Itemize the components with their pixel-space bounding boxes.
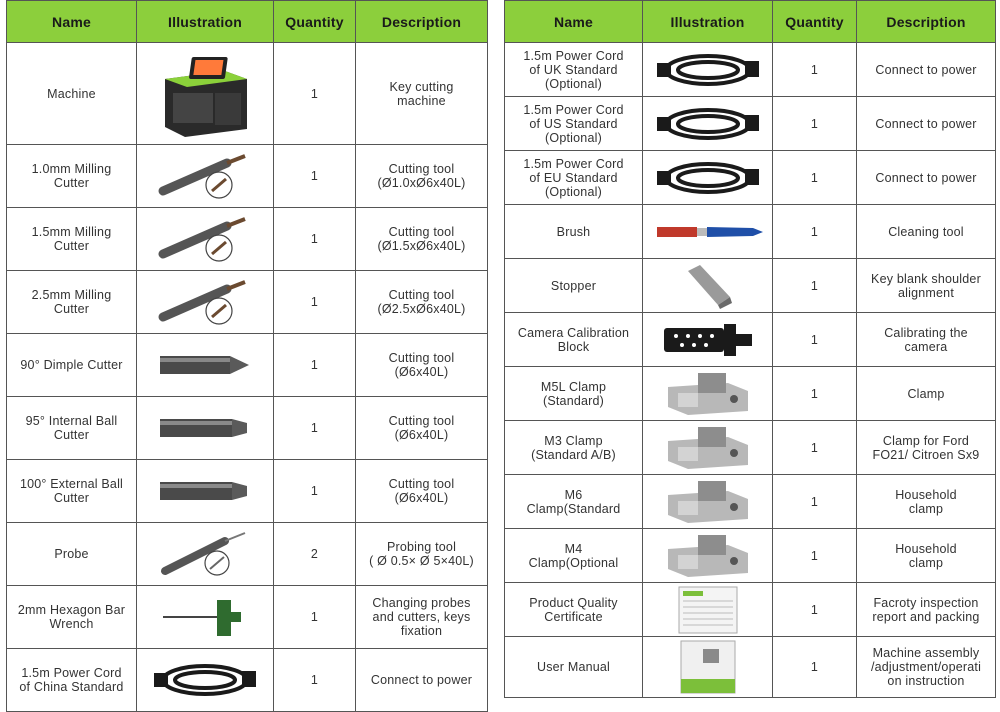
item-description: Clamp for Ford FO21/ Citroen Sx9 xyxy=(857,421,996,475)
item-name: M5L Clamp (Standard) xyxy=(505,367,643,421)
item-quantity: 1 xyxy=(773,421,857,475)
item-name: Stopper xyxy=(505,259,643,313)
item-description: Cutting tool (Ø1.5xØ6x40L) xyxy=(356,208,488,271)
item-name: User Manual xyxy=(505,637,643,698)
item-description: Calibrating the camera xyxy=(857,313,996,367)
clamp-icon xyxy=(647,479,768,525)
header-row xyxy=(7,1,488,43)
item-illustration xyxy=(137,397,274,460)
item-description: Probing tool ( Ø 0.5× Ø 5×40L) xyxy=(356,523,488,586)
manual-icon xyxy=(647,637,768,697)
table-row xyxy=(505,205,996,259)
item-illustration xyxy=(137,271,274,334)
item-name: 95° Internal Ball Cutter xyxy=(7,397,137,460)
item-quantity: 2 xyxy=(274,523,356,586)
item-illustration xyxy=(643,97,773,151)
milling-cutter-icon xyxy=(141,277,269,327)
power-cord-icon xyxy=(647,99,768,149)
item-illustration xyxy=(137,586,274,649)
power-cord-icon xyxy=(647,153,768,203)
item-quantity: 1 xyxy=(773,43,857,97)
item-name: 1.5m Power Cord of EU Standard (Optional) xyxy=(505,151,643,205)
certificate-icon xyxy=(647,585,768,635)
hex-wrench-icon xyxy=(141,592,269,642)
table-row xyxy=(7,397,488,460)
item-illustration xyxy=(643,583,773,637)
item-name: Product Quality Certificate xyxy=(505,583,643,637)
table-row xyxy=(505,151,996,205)
item-quantity: 1 xyxy=(274,271,356,334)
item-description: Cutting tool (Ø6x40L) xyxy=(356,460,488,523)
item-quantity: 1 xyxy=(773,259,857,313)
col-header-description: Description xyxy=(857,1,996,43)
item-quantity: 1 xyxy=(773,97,857,151)
item-description: Connect to power xyxy=(857,97,996,151)
item-name: 100° External Ball Cutter xyxy=(7,460,137,523)
item-name: 1.5m Power Cord of UK Standard (Optional) xyxy=(505,43,643,97)
item-illustration xyxy=(643,259,773,313)
item-quantity: 1 xyxy=(274,649,356,712)
col-header-illustration: Illustration xyxy=(643,1,773,43)
table-row xyxy=(7,271,488,334)
item-name: Probe xyxy=(7,523,137,586)
table-row xyxy=(7,649,488,712)
probe-icon xyxy=(141,529,269,579)
power-cord-icon xyxy=(141,655,269,705)
item-description: Cutting tool (Ø6x40L) xyxy=(356,397,488,460)
item-quantity: 1 xyxy=(773,313,857,367)
item-name: 90° Dimple Cutter xyxy=(7,334,137,397)
item-quantity: 1 xyxy=(773,583,857,637)
item-quantity: 1 xyxy=(274,208,356,271)
item-quantity: 1 xyxy=(274,334,356,397)
item-description: Clamp xyxy=(857,367,996,421)
item-description: Connect to power xyxy=(857,43,996,97)
item-quantity: 1 xyxy=(773,529,857,583)
table-row xyxy=(7,460,488,523)
item-description: Machine assembly /adjustment/operati on instruction xyxy=(857,637,996,698)
table-row xyxy=(505,637,996,698)
table-row xyxy=(7,586,488,649)
item-quantity: 1 xyxy=(773,637,857,698)
item-illustration xyxy=(643,367,773,421)
item-illustration xyxy=(137,334,274,397)
clamp-icon xyxy=(647,425,768,471)
item-name: M4 Clamp(Optional xyxy=(505,529,643,583)
left-packing-table xyxy=(6,0,488,712)
col-header-illustration: Illustration xyxy=(137,1,274,43)
item-description: Household clamp xyxy=(857,529,996,583)
item-description: Key cutting machine xyxy=(356,43,488,145)
table-row xyxy=(505,529,996,583)
item-name: 1.0mm Milling Cutter xyxy=(7,145,137,208)
item-description: Cutting tool (Ø1.0xØ6x40L) xyxy=(356,145,488,208)
item-illustration xyxy=(643,529,773,583)
table-row xyxy=(7,43,488,145)
item-name: Brush xyxy=(505,205,643,259)
item-quantity: 1 xyxy=(773,151,857,205)
table-row xyxy=(7,208,488,271)
item-illustration xyxy=(137,145,274,208)
ball-cutter-icon xyxy=(141,474,269,508)
item-name: 1.5mm Milling Cutter xyxy=(7,208,137,271)
table-row xyxy=(505,97,996,151)
item-quantity: 1 xyxy=(773,205,857,259)
item-name: 1.5m Power Cord of China Standard xyxy=(7,649,137,712)
col-header-name: Name xyxy=(505,1,643,43)
right-packing-table xyxy=(504,0,996,698)
stopper-icon xyxy=(647,261,768,311)
item-name: M3 Clamp (Standard A/B) xyxy=(505,421,643,475)
item-description: Facroty inspection report and packing xyxy=(857,583,996,637)
table-row xyxy=(7,145,488,208)
item-name: Machine xyxy=(7,43,137,145)
item-name: 1.5m Power Cord of US Standard (Optional) xyxy=(505,97,643,151)
col-header-quantity: Quantity xyxy=(773,1,857,43)
ball-cutter-icon xyxy=(141,411,269,445)
item-illustration xyxy=(643,313,773,367)
item-name: 2.5mm Milling Cutter xyxy=(7,271,137,334)
item-illustration xyxy=(137,208,274,271)
milling-cutter-icon xyxy=(141,214,269,264)
col-header-name: Name xyxy=(7,1,137,43)
item-description: Cutting tool (Ø6x40L) xyxy=(356,334,488,397)
calibration-block-icon xyxy=(647,320,768,360)
item-illustration xyxy=(137,43,274,145)
item-description: Changing probes and cutters, keys fixation xyxy=(356,586,488,649)
item-description: Household clamp xyxy=(857,475,996,529)
item-illustration xyxy=(643,43,773,97)
item-illustration xyxy=(643,475,773,529)
item-quantity: 1 xyxy=(773,367,857,421)
table-row xyxy=(7,334,488,397)
item-description: Cleaning tool xyxy=(857,205,996,259)
item-quantity: 1 xyxy=(773,475,857,529)
key-cutting-machine-icon xyxy=(141,49,269,139)
item-name: M6 Clamp(Standard xyxy=(505,475,643,529)
item-illustration xyxy=(643,151,773,205)
table-row xyxy=(505,475,996,529)
item-illustration xyxy=(643,637,773,698)
table-row xyxy=(505,43,996,97)
item-name: Camera Calibration Block xyxy=(505,313,643,367)
item-illustration xyxy=(643,421,773,475)
item-description: Cutting tool (Ø2.5xØ6x40L) xyxy=(356,271,488,334)
clamp-icon xyxy=(647,371,768,417)
col-header-description: Description xyxy=(356,1,488,43)
clamp-icon xyxy=(647,533,768,579)
dimple-cutter-icon xyxy=(141,348,269,382)
item-quantity: 1 xyxy=(274,145,356,208)
item-description: Key blank shoulder alignment xyxy=(857,259,996,313)
item-quantity: 1 xyxy=(274,43,356,145)
item-illustration xyxy=(137,523,274,586)
power-cord-icon xyxy=(647,45,768,95)
table-row xyxy=(505,259,996,313)
item-quantity: 1 xyxy=(274,397,356,460)
table-row xyxy=(505,367,996,421)
header-row xyxy=(505,1,996,43)
item-name: 2mm Hexagon Bar Wrench xyxy=(7,586,137,649)
item-illustration xyxy=(137,649,274,712)
item-description: Connect to power xyxy=(356,649,488,712)
brush-icon xyxy=(647,222,768,242)
item-quantity: 1 xyxy=(274,460,356,523)
item-description: Connect to power xyxy=(857,151,996,205)
table-row xyxy=(7,523,488,586)
item-illustration xyxy=(137,460,274,523)
col-header-quantity: Quantity xyxy=(274,1,356,43)
item-illustration xyxy=(643,205,773,259)
table-row xyxy=(505,583,996,637)
table-row xyxy=(505,421,996,475)
item-quantity: 1 xyxy=(274,586,356,649)
milling-cutter-icon xyxy=(141,151,269,201)
table-row xyxy=(505,313,996,367)
